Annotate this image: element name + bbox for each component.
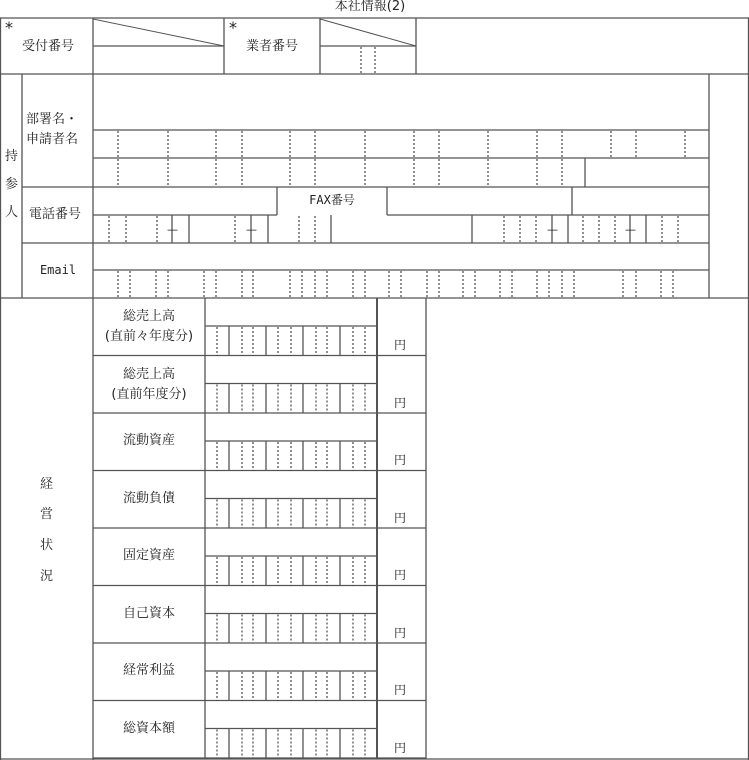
yen-unit: 円 <box>394 338 407 352</box>
reception-number-label: 受付番号 <box>21 39 75 54</box>
sales-two-years-prior-label: 総売上高 <box>122 309 176 324</box>
yen-unit: 円 <box>394 683 407 697</box>
management-label-1: 経 <box>40 477 54 492</box>
yen-unit: 円 <box>394 510 407 525</box>
required-mark: * <box>5 18 13 37</box>
fax-label: FAX番号 <box>309 193 355 207</box>
phone-dash: — <box>246 223 257 236</box>
applicant-label: 申請者名 <box>26 132 79 147</box>
sales-two-years-prior-field[interactable] <box>206 299 376 355</box>
reception-number-field[interactable] <box>94 47 223 73</box>
sales-two-years-prior-label: (直前々年度分) <box>104 329 194 344</box>
yen-unit: 円 <box>394 453 407 467</box>
grid-line <box>320 19 416 46</box>
vendor-number-label: 業者番号 <box>245 39 299 54</box>
yen-unit: 円 <box>394 740 407 755</box>
bearer-label-1: 持 <box>5 149 19 164</box>
equity-capital-field[interactable] <box>206 587 376 643</box>
management-label-2: 営 <box>40 507 54 522</box>
department-label: 部署名・ <box>26 112 79 127</box>
department-applicant-field[interactable] <box>94 75 708 185</box>
yen-unit: 円 <box>394 625 407 640</box>
fax-dash: — <box>547 223 558 236</box>
equity-capital-label: 自己資本 <box>122 605 176 621</box>
fax-field[interactable] <box>473 216 708 242</box>
form-title: 本社情報(2) <box>334 0 406 14</box>
ordinary-profit-label: 経常利益 <box>122 663 176 678</box>
required-mark: * <box>229 18 237 37</box>
current-assets-label: 流動資産 <box>122 433 176 448</box>
fixed-assets-label: 固定資産 <box>122 548 176 563</box>
total-capital-label: 総資本額 <box>122 720 176 736</box>
management-label-4: 況 <box>40 569 54 584</box>
sales-prior-year-field[interactable] <box>206 357 376 413</box>
phone-dash: — <box>167 223 178 236</box>
ordinary-profit-field[interactable] <box>206 644 376 700</box>
grid-line <box>93 19 224 46</box>
fax-dash: — <box>625 223 636 236</box>
sales-prior-year-label: (直前年度分) <box>111 386 187 402</box>
bearer-label-2: 参 <box>5 177 19 192</box>
phone-label: 電話番号 <box>29 207 82 222</box>
management-label-3: 状 <box>40 538 54 553</box>
bearer-label-3: 人 <box>5 205 19 220</box>
sales-prior-year-label: 総売上高 <box>122 366 176 382</box>
email-label: Email <box>39 263 77 277</box>
current-liabilities-field[interactable] <box>206 472 376 528</box>
current-liabilities-label: 流動負債 <box>122 490 176 506</box>
yen-unit: 円 <box>394 568 407 582</box>
current-assets-field[interactable] <box>206 414 376 470</box>
total-capital-field[interactable] <box>206 702 376 758</box>
email-field[interactable] <box>94 244 708 297</box>
fixed-assets-field[interactable] <box>206 529 376 585</box>
yen-unit: 円 <box>394 395 407 410</box>
vendor-number-field[interactable] <box>321 47 415 73</box>
phone-field[interactable] <box>94 216 331 242</box>
